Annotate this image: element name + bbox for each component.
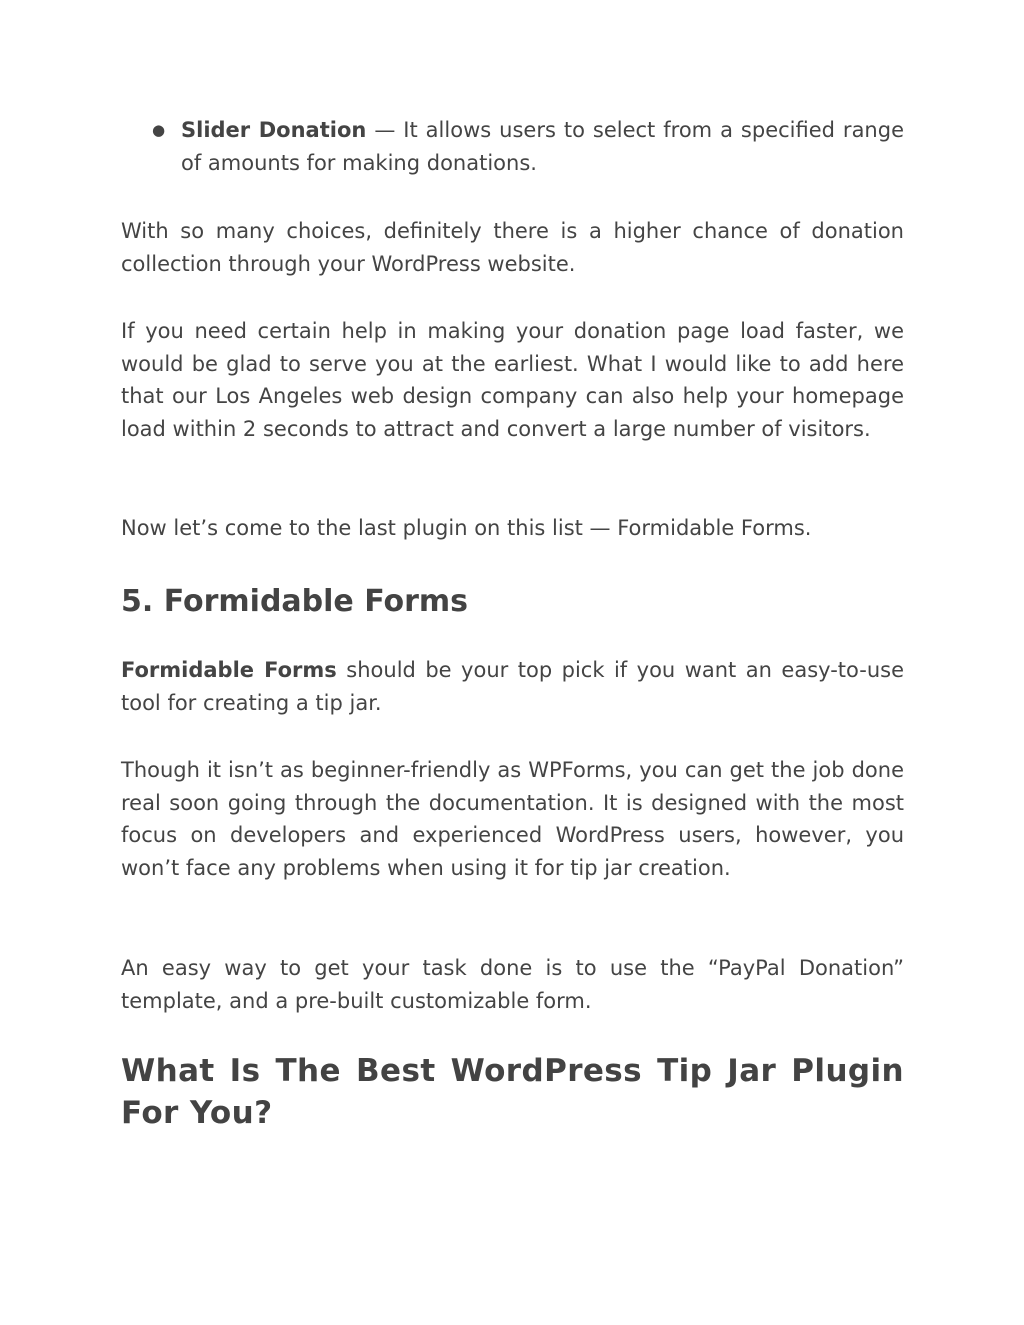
page-heading: What Is The Best WordPress Tip Jar Plugin For You? — [121, 1053, 904, 1131]
paragraph-choices: With so many choices, definitely there is a higher chance of donation collection through your WordPress website. — [121, 219, 904, 276]
product-name: Formidable Forms — [121, 658, 337, 682]
section-heading: 5. Formidable Forms — [121, 584, 469, 619]
paragraph-last-plugin: Now let’s come to the last plugin on this list — Formidable Forms. — [121, 516, 812, 540]
intro-text: should be your top pick if you want an easy-to-use tool for creating a tip jar. — [121, 658, 904, 715]
list-item — [121, 114, 904, 179]
bullet-text: — It allows users to select from a specified range of amounts for making donations. — [181, 118, 904, 175]
bullet-title: Slider Donation — [181, 118, 367, 142]
paragraph-help: If you need certain help in making your donation page load faster, we would be glad to serve you at the earliest. What I would like to add here that our Los Angeles web design company can also help your homepage load within 2 seconds to attract and convert a large number of visitors. — [121, 319, 904, 441]
bullet-icon: ● — [152, 121, 166, 139]
paragraph-template: An easy way to get your task done is to use the “PayPal Donation” template, and a pre-built customizable form. — [121, 956, 904, 1013]
paragraph-intro — [121, 654, 904, 719]
paragraph-documentation: Though it isn’t as beginner-friendly as WPForms, you can get the job done real soon going through the documentation. It is designed with the most focus on developers and experienced WordPress users, however, you won’t face any problems when using it for tip jar creation. — [121, 758, 904, 880]
feature-bullet-list — [121, 114, 904, 179]
